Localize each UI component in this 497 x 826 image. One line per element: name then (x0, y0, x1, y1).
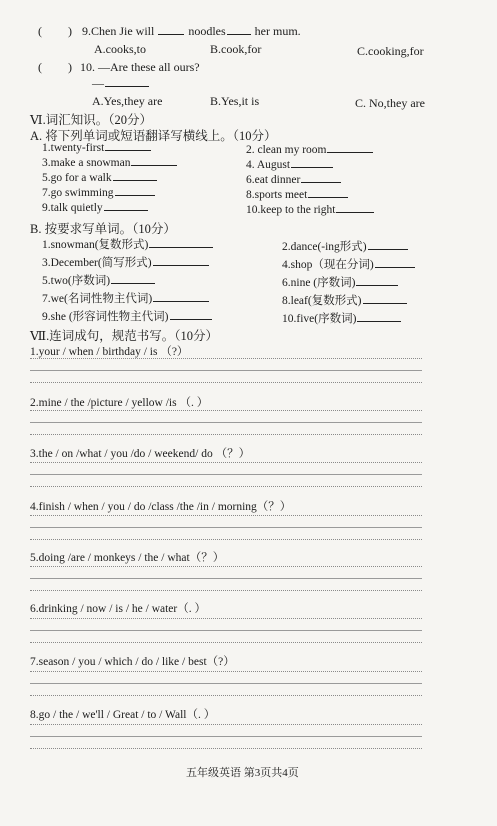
partB-item-3 (42, 254, 210, 270)
sentence-item-2: 2.mine / the /picture / yellow /is （. ） (30, 397, 209, 409)
partB-item-4-label: 4.shop（现在分词) (282, 259, 374, 271)
partA-item-4 (246, 159, 334, 171)
partA-item-6 (246, 174, 342, 186)
partA-item-7-label: 7.go swimming (42, 187, 114, 199)
q9-blank-2[interactable] (227, 33, 251, 35)
q9-paren-close: ) (68, 24, 72, 38)
partA-item-4-blank[interactable] (291, 166, 333, 168)
partA-item-8-blank[interactable] (308, 196, 348, 198)
writing-line[interactable] (30, 590, 422, 591)
partA-item-3-blank[interactable] (131, 164, 177, 166)
partB-item-1 (42, 236, 214, 252)
q10-paren-close: ) (68, 60, 72, 74)
writing-line[interactable] (30, 434, 422, 435)
partA-item-1-blank[interactable] (105, 149, 151, 151)
writing-line[interactable] (30, 474, 422, 475)
partB-item-8-label: 8.leaf(复数形式) (282, 295, 362, 307)
partA-item-2 (246, 144, 374, 156)
q9-option-c[interactable]: C.cooking,for (357, 44, 424, 58)
q9-option-b[interactable]: B.cook,for (210, 42, 262, 56)
writing-line[interactable] (30, 578, 422, 579)
q9-stem-a: 9.Chen Jie will (82, 24, 155, 38)
writing-line[interactable] (30, 736, 422, 737)
q10-stem: 10. —Are these all ours? (80, 60, 200, 74)
q9-stem-b: noodles (188, 24, 226, 38)
partB-item-7-label: 7.we(名词性物主代词) (42, 293, 153, 305)
writing-line[interactable] (30, 358, 422, 359)
sentence-item-8: 8.go / the / we'll / Great / to / Wall（. ） (30, 709, 216, 721)
writing-line[interactable] (30, 642, 422, 643)
partB-item-1-blank[interactable] (149, 246, 213, 248)
sentence-item-6: 6.drinking / now / is / he / water（. ） (30, 603, 206, 615)
partA-item-3-label: 3.make a snowman (42, 157, 131, 169)
page-footer: 五年级英语 第3页共4页 (186, 767, 299, 779)
writing-line[interactable] (30, 566, 422, 567)
partB-item-6 (282, 274, 399, 290)
partA-item-10 (246, 204, 375, 216)
writing-line[interactable] (30, 695, 422, 696)
partB-item-3-label: 3.December(简写形式) (42, 257, 152, 269)
partA-item-6-label: 6.eat dinner (246, 174, 301, 186)
partA-item-1 (42, 142, 152, 154)
partA-item-7-blank[interactable] (115, 194, 155, 196)
q9-option-a[interactable]: A.cooks,to (94, 42, 146, 56)
writing-line[interactable] (30, 370, 422, 371)
q9-paren-open: ( (38, 24, 42, 38)
partA-item-9-label: 9.talk quietly (42, 202, 103, 214)
partA-item-10-blank[interactable] (336, 211, 374, 213)
sentence-item-7: 7.season / you / which / do / like / best（?） (30, 656, 235, 668)
writing-line[interactable] (30, 671, 422, 672)
sentence-item-3: 3.the / on /what / you /do / weekend/ do （？） (30, 448, 251, 460)
partB-item-4-blank[interactable] (375, 266, 415, 268)
partB-item-6-label: 6.nine (序数词) (282, 277, 356, 289)
partB-item-2-label: 2.dance(-ing形式) (282, 241, 367, 253)
writing-line[interactable] (30, 486, 422, 487)
section6-title: Ⅵ.词汇知识。（20分） (30, 113, 152, 127)
q9-stem-c: her mum. (254, 24, 301, 38)
partB-item-5-label: 5.two(序数词) (42, 275, 111, 287)
partB-item-10 (282, 310, 402, 326)
partB-item-10-label: 10.five(序数词) (282, 313, 357, 325)
q10-dash: — (92, 76, 104, 90)
partB-item-1-label: 1.snowman(复数形式) (42, 239, 149, 251)
partA-item-1-label: 1.twenty-first (42, 142, 105, 154)
q10-paren-open: ( (38, 60, 42, 74)
q10-blank[interactable] (105, 85, 149, 87)
partB-item-2 (282, 238, 409, 254)
sentence-item-4: 4.finish / when / you / do /class /the /in / morning（？） (30, 501, 292, 513)
partA-item-5 (42, 172, 158, 184)
partA-item-4-label: 4. August (246, 159, 291, 171)
writing-line[interactable] (30, 382, 422, 383)
partA-item-10-label: 10.keep to the right (246, 204, 336, 216)
writing-line[interactable] (30, 462, 422, 463)
partA-item-2-label: 2. clean my room (246, 144, 327, 156)
writing-line[interactable] (30, 724, 422, 725)
section6-partB-title: B. 按要求写单词。（10分） (30, 222, 176, 236)
q9-stem (82, 24, 301, 39)
writing-line[interactable] (30, 515, 422, 516)
partB-item-9-label: 9.she (形容词性物主代词) (42, 311, 169, 323)
writing-line[interactable] (30, 527, 422, 528)
partB-item-7-blank[interactable] (153, 300, 209, 302)
writing-line[interactable] (30, 410, 422, 411)
section6-partA-title: A. 将下列单词或短语翻译写横线上。（10分） (30, 129, 277, 143)
partB-item-5 (42, 272, 156, 288)
partB-item-5-blank[interactable] (111, 282, 155, 284)
sentence-item-1: 1.your / when / birthday / is （?） (30, 346, 189, 358)
partA-item-8 (246, 189, 349, 201)
partB-item-4 (282, 256, 416, 272)
partB-item-6-blank[interactable] (356, 284, 398, 286)
q10-option-b[interactable]: B.Yes,it is (210, 94, 260, 108)
q9-blank-1[interactable] (158, 33, 184, 35)
partB-item-9 (42, 308, 213, 324)
partB-item-3-blank[interactable] (153, 264, 209, 266)
partA-item-8-label: 8.sports meet (246, 189, 308, 201)
writing-line[interactable] (30, 683, 422, 684)
partA-item-6-blank[interactable] (301, 181, 341, 183)
partA-item-5-label: 5.go for a walk (42, 172, 112, 184)
sentence-item-5: 5.doing /are / monkeys / the / what（？） (30, 552, 225, 564)
partA-item-3 (42, 157, 178, 169)
partA-item-2-blank[interactable] (327, 151, 373, 153)
writing-line[interactable] (30, 618, 422, 619)
section7-title: Ⅶ.连词成句，规范书写。（10分） (30, 329, 219, 343)
q10-option-c[interactable]: C. No,they are (355, 96, 425, 110)
q10-option-a[interactable]: A.Yes,they are (92, 94, 163, 108)
partA-item-5-blank[interactable] (113, 179, 157, 181)
writing-line[interactable] (30, 748, 422, 749)
partB-item-8 (282, 292, 408, 308)
writing-line[interactable] (30, 422, 422, 423)
partA-item-7 (42, 187, 156, 199)
partB-item-10-blank[interactable] (357, 320, 401, 322)
partB-item-8-blank[interactable] (363, 302, 407, 304)
writing-line[interactable] (30, 630, 422, 631)
partB-item-9-blank[interactable] (170, 318, 212, 320)
q10-answer-line (92, 76, 150, 91)
partA-item-9 (42, 202, 149, 214)
writing-line[interactable] (30, 539, 422, 540)
partB-item-2-blank[interactable] (368, 248, 408, 250)
partB-item-7 (42, 290, 210, 306)
partA-item-9-blank[interactable] (104, 209, 148, 211)
